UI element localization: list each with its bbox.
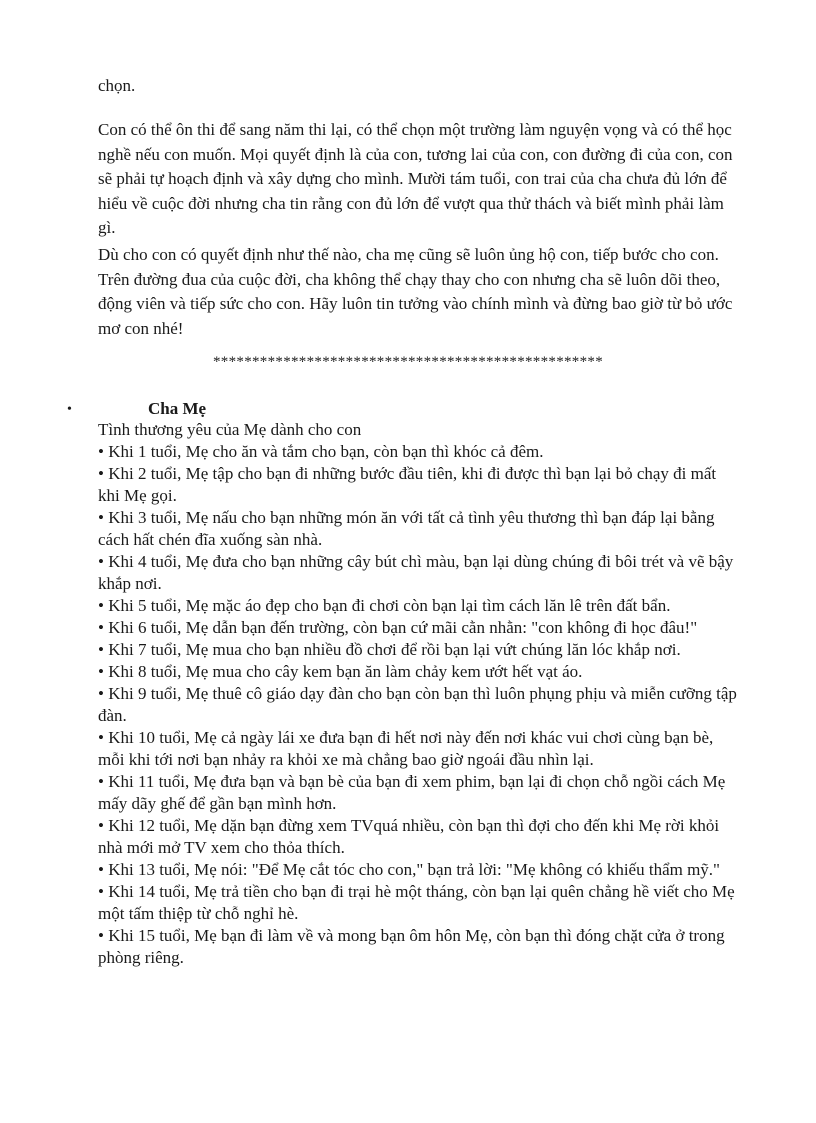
text-fragment: chọn. [98,76,136,95]
list-item: • Khi 8 tuổi, Mẹ mua cho cây kem bạn ăn làm chảy kem ướt hết vạt áo. [98,662,583,681]
list-item: • Khi 3 tuổi, Mẹ nấu cho bạn những món ăn với tất cả tình yêu thương thì bạn đáp lại bằng cách hất chén đĩa xuống sàn nhà. [98,508,715,549]
mother-love-list [98,419,738,969]
list-item: • Khi 13 tuổi, Mẹ nói: "Để Mẹ cắt tóc cho con," bạn trả lời: "Mẹ không có khiếu thẩm mỹ." [98,860,720,879]
paragraph-advice: Con có thể ôn thi để sang năm thi lại, có thể chọn một trường làm nguyện vọng và có thể học nghề nếu con muốn. Mọi quyết định là của con, tương lai của con, con đường đi của con, con sẽ phải tự hoạch định và xây dựng cho mình. Mười tám tuổi, con trai của cha chưa đủ lớn để hiểu về cuộc đời nhưng cha tin rằng con đủ lớn để vượt qua thử thách và biết mình phải làm gì. [98,120,733,237]
list-item: • Khi 15 tuổi, Mẹ bạn đi làm về và mong bạn ôm hôn Mẹ, còn bạn thì đóng chặt cửa ở trong phòng riêng. [98,926,725,967]
list-item: • Khi 4 tuổi, Mẹ đưa cho bạn những cây bút chì màu, bạn lại dùng chúng đi bôi trét và vẽ bậy khắp nơi. [98,552,734,593]
list-item: • Khi 5 tuổi, Mẹ mặc áo đẹp cho bạn đi chơi còn bạn lại tìm cách lăn lê trên đất bẩn. [98,596,671,615]
list-item: • Khi 12 tuổi, Mẹ dặn bạn đừng xem TVquá nhiều, còn bạn thì đợi cho đến khi Mẹ rời khỏi nhà mới mở TV xem cho thỏa thích. [98,816,720,857]
list-item: • Khi 11 tuổi, Mẹ đưa bạn và bạn bè của bạn đi xem phim, bạn lại đi chọn chỗ ngồi cách Mẹ mấy dãy ghế để gần bạn mình hơn. [98,772,726,813]
list-item: • Khi 1 tuổi, Mẹ cho ăn và tắm cho bạn, còn bạn thì khóc cả đêm. [98,442,544,461]
list-item: • Khi 6 tuổi, Mẹ dẫn bạn đến trường, còn bạn cứ mãi cằn nhằn: "con không đi học đâu!" [98,618,698,637]
section-title: Cha Mẹ [148,399,207,418]
section-subtitle: Tình thương yêu của Mẹ dành cho con [98,420,362,439]
list-item: • Khi 9 tuổi, Mẹ thuê cô giáo dạy đàn cho bạn còn bạn thì luôn phụng phịu và miễn cưỡng tập đàn. [98,684,737,725]
bullet-icon: • [67,402,72,417]
list-item: • Khi 14 tuổi, Mẹ trả tiền cho bạn đi trại hè một tháng, còn bạn lại quên chẳng hề viết cho Mẹ một tấm thiệp từ chỗ nghỉ hè. [98,882,735,923]
paragraph-support: Dù cho con có quyết định như thế nào, cha mẹ cũng sẽ luôn ủng hộ con, tiếp bước cho con. Trên đường đua của cuộc đời, cha không thể chạy thay cho con nhưng cha sẽ luôn dõi theo, động viên và tiếp sức cho con. Hãy luôn tin tưởng vào chính mình và đừng bao giờ từ bỏ ước mơ con nhé! [98,245,733,338]
list-item: • Khi 2 tuổi, Mẹ tập cho bạn đi những bước đầu tiên, khi đi được thì bạn lại bỏ chạy đi mất khi Mẹ gọi. [98,464,717,505]
asterisk-separator: ************************************************** [213,354,603,370]
list-item: • Khi 7 tuổi, Mẹ mua cho bạn nhiều đồ chơi để rồi bạn lại vứt chúng lăn lóc khắp nơi. [98,640,681,659]
list-item: • Khi 10 tuổi, Mẹ cả ngày lái xe đưa bạn đi hết nơi này đến nơi khác vui chơi cùng bạn bè, mỗi khi tới nơi bạn nhảy ra khỏi xe mà chẳng bao giờ ngoái đầu nhìn lại. [98,728,714,769]
